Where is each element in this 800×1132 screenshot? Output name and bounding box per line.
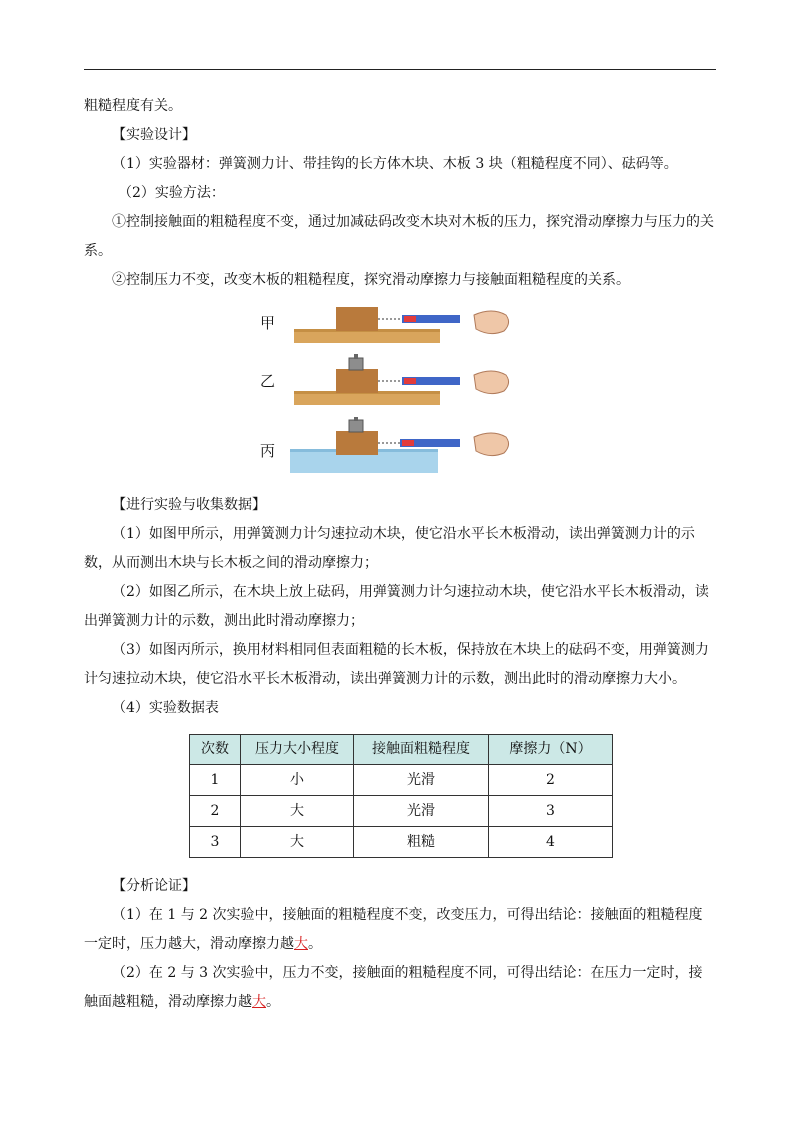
table-cell: 小 — [241, 765, 354, 796]
table-cell: 1 — [190, 765, 241, 796]
figure-label-jia: 甲 — [260, 314, 276, 332]
table-cell: 2 — [190, 796, 241, 827]
table-row — [190, 827, 613, 858]
conclusion-2-end: 。 — [266, 994, 280, 1010]
table-cell: 光滑 — [354, 765, 489, 796]
weight — [349, 420, 363, 432]
design-heading: 【实验设计】 — [112, 127, 196, 143]
wood-block — [336, 369, 378, 393]
experiment-figure — [84, 301, 716, 483]
table-cell: 大 — [241, 827, 354, 858]
table-row — [190, 796, 613, 827]
table-header-cell: 压力大小程度 — [241, 735, 354, 765]
wood-block — [336, 307, 378, 331]
wood-block — [336, 431, 378, 455]
analysis-heading: 【分析论证】 — [112, 878, 196, 894]
method-1: ①控制接触面的粗糙程度不变，通过加减砝码改变木块对木板的压力，探究滑动摩擦力与压力的关系。 — [84, 214, 714, 259]
conclusion-1-answer: 大 — [294, 936, 308, 952]
conclusion-1-end: 。 — [308, 936, 322, 952]
conclusion-2-answer: 大 — [252, 994, 266, 1010]
data-table — [189, 734, 613, 858]
table-cell: 光滑 — [354, 796, 489, 827]
procedure-step-4: （4）实验数据表 — [112, 700, 219, 716]
table-cell: 大 — [241, 796, 354, 827]
table-header-cell: 次数 — [190, 735, 241, 765]
figure-label-yi: 乙 — [260, 372, 276, 390]
method-title: （2）实验方法： — [118, 185, 225, 201]
procedure-step-3: （3）如图丙所示，换用材料相同但表面粗糙的长木板，保持放在木块上的砝码不变，用弹簧测力计匀速拉动木块，使它沿水平长木板滑动，读出弹簧测力计的示数，测出此时的滑动摩擦力大小。 — [84, 642, 709, 687]
header-rule — [84, 69, 716, 70]
table-header-cell: 接触面粗糙程度 — [354, 735, 489, 765]
figure-bing-image — [290, 417, 526, 481]
equipment-line: （1）实验器材：弹簧测力计、带挂钩的长方体木块、木板 3 块（粗糙程度不同）、砝码等。 — [112, 156, 678, 172]
table-cell: 粗糙 — [354, 827, 489, 858]
wood-board — [294, 331, 440, 343]
figure-yi-image — [290, 353, 526, 417]
conclusion-2 — [84, 959, 716, 1017]
table-cell: 3 — [489, 796, 613, 827]
procedure-heading: 【进行实验与收集数据】 — [112, 497, 266, 513]
procedure-step-2: （2）如图乙所示，在木块上放上砝码，用弹簧测力计匀速拉动木块，使它沿水平长木板滑动，读出弹簧测力计的示数，测出此时滑动摩擦力； — [84, 584, 709, 629]
table-cell: 3 — [190, 827, 241, 858]
hand — [474, 311, 509, 334]
conclusion-1 — [84, 901, 716, 959]
method-2: ②控制压力不变，改变木板的粗糙程度，探究滑动摩擦力与接触面粗糙程度的关系。 — [112, 272, 630, 288]
table-header-cell: 摩擦力（N） — [489, 735, 613, 765]
weight — [349, 358, 363, 370]
conclusion-1-text: （1）在 1 与 2 次实验中，接触面的粗糙程度不变，改变压力，可得出结论：接触面的粗糙程度一定时，压力越大，滑动摩擦力越 — [84, 907, 703, 952]
figure-label-bing: 丙 — [260, 442, 276, 460]
table-row — [190, 765, 613, 796]
hand — [474, 433, 509, 456]
conclusion-2-text: （2）在 2 与 3 次实验中，压力不变，接触面的粗糙程度不同，可得出结论：在压力一定时，接触面越粗糙，滑动摩擦力越 — [84, 965, 703, 1010]
hand — [474, 371, 509, 394]
table-cell: 2 — [489, 765, 613, 796]
procedure-step-1: （1）如图甲所示，用弹簧测力计匀速拉动木块，使它沿水平长木板滑动，读出弹簧测力计的示数，从而测出木块与长木板之间的滑动摩擦力； — [84, 526, 695, 571]
wood-board — [294, 393, 440, 405]
document-body — [84, 92, 716, 1017]
table-header-row — [190, 735, 613, 765]
intro-tail: 粗糙程度有关。 — [84, 98, 182, 114]
table-cell: 4 — [489, 827, 613, 858]
figure-jia-image — [290, 301, 526, 353]
